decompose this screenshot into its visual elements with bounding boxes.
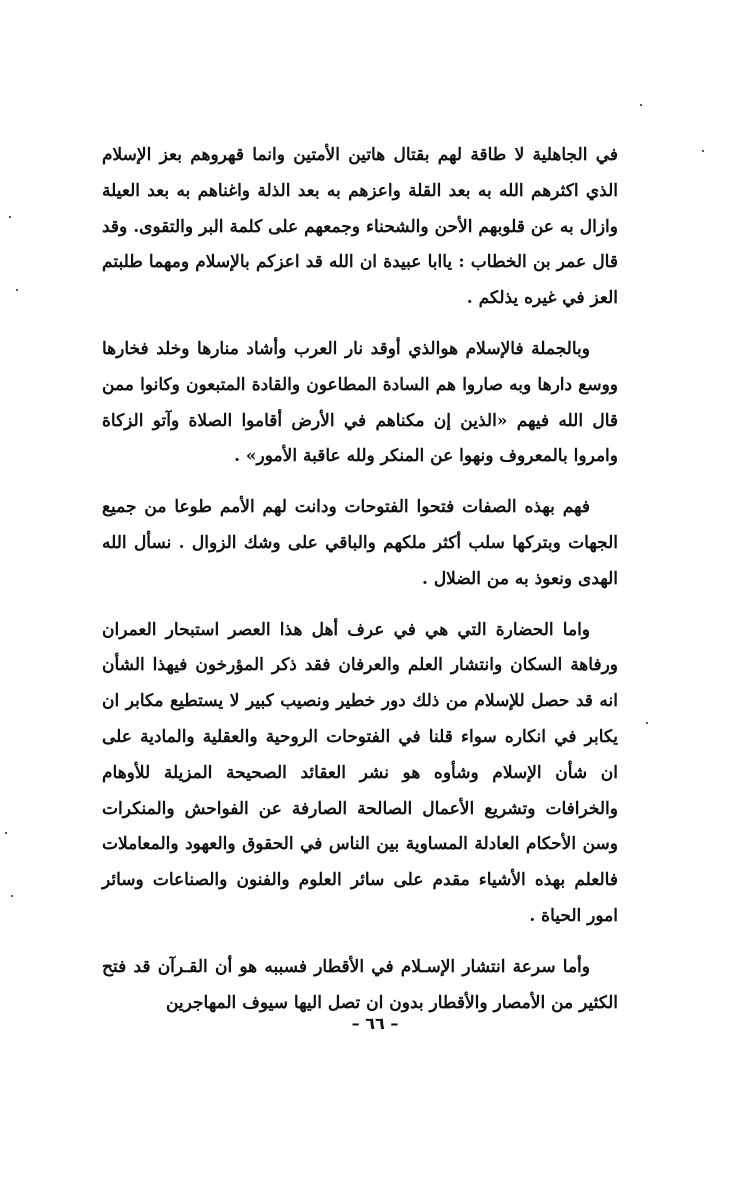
scan-speck bbox=[5, 832, 7, 834]
paragraph-5: وأما سرعة انتشار الإسـلام في الأقطار فسببه هو أن القـرآن قد فتح الكثير من الأمصار والأقطار بدون ان تصل اليها سيوف المهاجرين bbox=[102, 956, 618, 1013]
scan-speck bbox=[16, 289, 18, 291]
scan-speck bbox=[646, 722, 648, 724]
scan-speck bbox=[11, 895, 13, 897]
scan-speck bbox=[640, 104, 642, 106]
paragraph-2: وبالجملة فالإسلام هوالذي أوقد نار العرب وأشاد منارها وخلد فخارها ووسع دارها وبه صاروا هم السادة المطاعون والقادة المتبعون وكانوا ممن قال الله فيهم «الذين إن مكناهم في الأرض أقاموا الصلاة وآتو الزكاة وامروا بالمعروف ونهوا عن المنكر ولله عاقبة الأمور» . bbox=[102, 338, 618, 467]
paragraph-1: في الجاهلية لا طاقة لهم بقتال هاتين الأمتين وانما قهروهم بعز الإسلام الذي اكثرهم الله به بعد القلة واعزهم به بعد الذلة واغناهم به بعد العيلة وازال به عن قلوبهم الأحن والشحناء وجمعهم على كلمة البر والتقوى. وقد قال عمر بن الخطاب : ياابا عبيدة ان الله قد اعزكم بالإسلام ومهما طلبتم العز في غيره يذلكم . bbox=[102, 145, 618, 309]
paragraph-3: فهم بهذه الصفات فتحوا الفتوحات ودانت لهم الأمم طوعا من جميع الجهات وبتركها سلب أكثر ملكهم والباقي على وشك الزوال . نسأل الله الهدى ونعوذ به من الضلال . bbox=[102, 497, 618, 589]
scan-speck bbox=[9, 216, 11, 218]
page-number: – ٦٦ – bbox=[351, 1014, 399, 1033]
scan-speck bbox=[702, 150, 704, 152]
paragraph-4: واما الحضارة التي هي في عرف أهل هذا العصر استبحار العمران ورفاهة السكان وانتشار العلم والعرفان فقد ذكر المؤرخون فيهذا الشأن انه قد حصل للإسلام من ذلك دور خطير ونصيب كبير لا يستطيع مكابر ان يكابر في انكاره سواء قلنا في الفتوحات الروحية والعقلية والمادية على ان شأن الإسلام وشأوه هو نشر العقائد الصحيحة المزيلة للأوهام والخرافات وتشريع الأعمال الصالحة الصارفة عن الفواحش والمنكرات وسن الأحكام العادلة المساوية بين الناس في الحقوق والعهود والمعاملات فالعلم بهذه الأشياء مقدم على سائر العلوم والفنون والصناعات وسائر امور الحياة . bbox=[102, 619, 618, 926]
body-text bbox=[102, 138, 618, 1021]
